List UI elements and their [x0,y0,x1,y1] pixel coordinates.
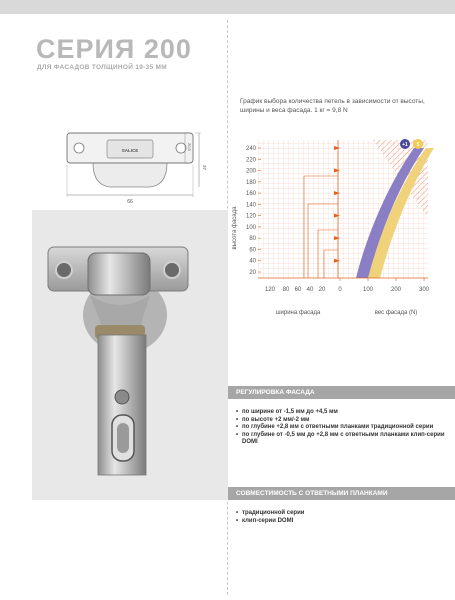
compat-item: • клип-серии DOMI [236,518,446,526]
y-tick-label: 160 [245,191,256,198]
y-tick-label: 180 [245,179,256,186]
hinge-technical-drawing [55,125,205,207]
y-tick-label: 100 [245,224,256,231]
x-left-tick-label: 20 [318,287,326,293]
hinge-selection-chart [228,128,443,320]
band-label-plus1: +1 [402,142,408,148]
y-tick-label: 60 [249,247,256,254]
compat-list [236,510,446,525]
y-tick-label: 220 [245,157,256,164]
y-tick-label: 40 [249,258,256,265]
dim-small-label: 20,5 [187,143,192,151]
hinge-product-image [40,235,210,485]
x-right-tick-label: 100 [362,287,374,293]
x-right-tick-label: 0 [338,287,342,293]
chart-caption: График выбора количества петель в зависимости от высоты, ширины и веса фасада. 1 кг = 9,8 N [240,98,425,114]
adjust-item: • по высоте +2 мм/-2 мм [236,417,446,425]
band-label-5: 5 [416,142,420,148]
y-tick-label: 200 [245,168,256,175]
x-left-axis-label: ширина фасада [275,310,321,316]
y-tick-label: 140 [245,202,256,209]
y-axis-label: высота фасада [232,206,238,250]
dim-depth-label: 37 [202,165,207,171]
adjust-item: • по ширине от -1,5 мм до +4,5 мм [236,409,446,417]
y-tick-label: 120 [245,213,256,220]
series-title: СЕРИЯ 200 [36,34,192,64]
x-left-tick-label: 40 [306,287,314,293]
x-left-tick-label: 120 [264,287,276,293]
y-tick-label: 20 [249,270,256,276]
compat-item: • традиционной серии [236,510,446,518]
y-tick-label: 240 [245,146,256,152]
x-left-tick-label: 60 [294,287,302,293]
adjust-item: • по глубине от -0,5 мм до +2,8 мм с ответными планками клип-серии DOMI [236,432,446,447]
adjust-list [236,409,446,447]
x-left-tick-label: 80 [282,287,290,293]
x-right-tick-label: 200 [390,287,402,293]
x-right-tick-label: 300 [418,287,430,293]
top-bar [0,0,455,14]
adjust-item: • по глубине +2,8 мм с ответными планками традиционной серии [236,424,446,432]
adjust-section-title: РЕГУЛИРОВКА ФАСАДА [228,386,455,399]
series-subtitle: ДЛЯ ФАСАДОВ ТОЛЩИНОЙ 19-35 ММ [37,64,167,71]
compat-section-title: СОВМЕСТИМОСТЬ С ОТВЕТНЫМИ ПЛАНКАМИ [228,487,455,500]
dim-width-label: 66 [127,199,133,205]
y-tick-label: 80 [249,236,256,243]
drawing-brand: SALICE [121,148,139,153]
x-right-axis-label: вес фасада (N) [374,310,418,316]
